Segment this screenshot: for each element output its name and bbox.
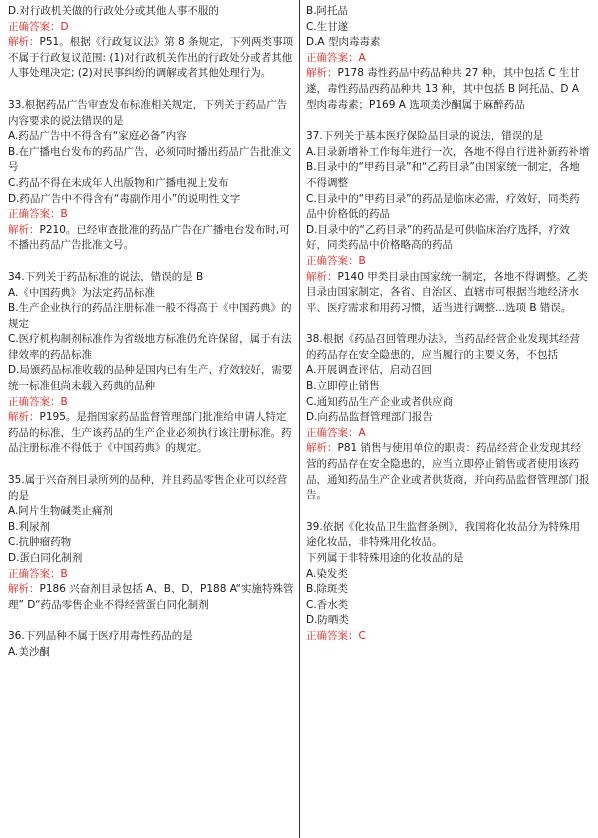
analysis [8,582,294,613]
analysis [306,270,590,317]
analysis [306,441,590,503]
right-column [306,4,590,645]
correct-answer-value: A [358,51,366,64]
correct-answer [8,395,294,411]
correct-answer-value: A [358,426,366,439]
answer-option: B.利尿剂 [8,520,51,533]
question-spacer [8,457,294,473]
question-spacer [8,254,294,270]
answer-option: D.局颁药品标准收载的品种是国内已有生产、疗效较好，需要统一标准但尚未载入药典的品种 [8,364,293,393]
question-stem: 33.根据药品广告审查发布标准相关规定，下列关于药品广告内容要求的说法错误的是 [8,98,288,127]
analysis-label: 解析： [8,36,40,49]
analysis-label: 解析： [306,67,338,80]
correct-answer-label: 正确答案： [8,395,61,408]
analysis-label: 解析： [8,223,40,236]
question-stem: 35.属于兴奋剂目录所列的品种，并且药品零售企业可以经营的是 [8,474,288,502]
correct-answer-value: B [60,567,68,580]
question-spacer [8,613,294,629]
answer-option: D.防晒类 [306,614,349,627]
answer-option: D.对行政机关做的行政处分或其他人事不服的 [8,5,219,17]
correct-answer-value: B [358,254,366,267]
answer-option: C.香水类 [306,598,349,611]
correct-answer [306,426,590,442]
correct-answer-label: 正确答案： [306,254,359,267]
left-column [8,4,294,661]
correct-answer-label: 正确答案： [306,51,359,64]
analysis-label: 解析： [306,270,338,283]
answer-option: A.美沙酮 [8,645,50,658]
analysis-label: 解析： [8,411,40,424]
correct-answer [8,20,294,36]
analysis-text: P210。已经审查批准的药品广告在广播电台发布时,可不播出药品广告批准文号。 [8,223,290,252]
question-spacer [306,504,590,520]
answer-option: C.目录中的“甲药目录”的药品是临床必需，疗效好，同类药品中价格低的药品 [306,192,580,221]
answer-option: A.开展调查评估，启动召回 [306,364,432,377]
answer-option: C.药品不得在未成年人出版物和广播电视上发布 [8,176,229,189]
correct-answer [8,207,294,223]
correct-answer [306,254,590,270]
correct-answer-value: B [60,208,68,221]
question-stem: 36.下列品种不属于医疗用毒性药品的是 [8,630,193,643]
question-stem: 37.下列关于基本医疗保险品目录的说法，错误的是 [306,130,544,143]
answer-option: C.抗肿瘤药物 [8,536,72,549]
answer-option: C.医疗机构制剂标准作为省级地方标准仍允许保留，属于有法律效率的药品标准 [8,333,292,361]
analysis-text: P140 甲类目录由国家统一制定，各地不得调整。乙类目录由国家制定，各省、自治区、直辖市可根据当地经济水平、医疗需求和用药习惯，适当进行调整...选项 B 错误。 [306,270,588,314]
correct-answer-label: 正确答案： [8,208,61,221]
analysis-text: P81 销售与使用单位的职责：药品经营企业发现其经营的药品存在安全隐患的，应当立即停止销售或者使用该药品，通知药品生产企业或者供货商，并向药品监督管理部门报告。 [306,442,590,502]
answer-option: B.在广播电台发布的药品广告，必须同时播出药品广告批准文号 [8,145,292,174]
answer-option: A.《中国药典》为法定药品标准 [8,286,155,299]
answer-option: D.目录中的“乙药目录”的药品是可供临床治疗选择，疗效好，同类药品中价格略高的药品 [306,223,570,252]
question-spacer [306,113,590,129]
question-stem: 34.下列关于药品标准的说法，错误的是 B [8,270,204,283]
answer-option: A.药品广告中不得含有“家庭必备”内容 [8,130,187,143]
analysis-text: P195。是指国家药品监督管理部门批准给申请人特定药品的标准，生产该药品的生产企业必须执行该注册标准。药品注册标准不得低于《中国药典》的规定。 [8,411,292,455]
correct-answer-label: 正确答案： [306,426,359,439]
correct-answer-value: D [60,20,69,33]
answer-option: A.目录新增补工作每年进行一次，各地不得自行进补新药补增 [306,145,590,158]
answer-option: D.向药品监督管理部门报告 [306,411,433,424]
answer-option: B.目录中的“甲药目录”和“乙药目录”由国家统一制定，各地不得调整 [306,161,580,189]
correct-answer-label: 正确答案： [306,629,359,642]
analysis-label: 解析： [8,583,40,596]
answer-option: D.A 型肉毒毒素 [306,36,381,49]
analysis-text: P186 兴奋剂目录包括 A、B、D，P188 A“实施特殊管理” D“药品零售企业不得经营蛋白同化制剂 [8,583,294,611]
question-stem: 39.依据《化妆品卫生监督条例》，我国将化妆品分为特殊用途化妆品，非特殊用化妆品。 [306,520,580,549]
correct-answer [8,567,294,583]
column-divider [299,0,300,838]
analysis [8,35,294,82]
analysis-text: P51。根据《行政复议法》第 8 条规定，下列两类事项不属于行政复议范围: (1)对行政机关作出的行政处分或者其他人事处理决定; (2)对民事纠纷的调解或者其他处理行为。 [8,36,294,80]
correct-answer-value: C [358,629,366,642]
analysis [306,66,590,113]
answer-option: B.生产企业执行的药品注册标准一般不得高于《中国药典》的规定 [8,302,292,330]
question-spacer [8,82,294,98]
answer-option: B.阿托品 [306,5,349,17]
analysis-label: 解析： [306,442,338,455]
question-spacer [306,316,590,332]
correct-answer-label: 正确答案： [8,20,61,33]
correct-answer-value: B [60,395,68,408]
correct-answer [306,51,590,67]
answer-option: B.立即停止销售 [306,380,380,393]
analysis-text: P178 毒性药品中药品种共 27 种，其中包括 C 生甘遂，毒性药品西药品种共 13 种，其中包括 B 阿托品、D A 型肉毒毒素；P169 A 选项美沙酮属于麻醉药品 [306,67,580,111]
answer-option: A.染发类 [306,567,348,580]
correct-answer [306,629,590,645]
analysis [8,223,294,254]
answer-option: D.药品广告中不得含有“毒副作用小”的说明性文字 [8,192,241,205]
answer-option: A.阿片生物碱类止痛剂 [8,505,113,518]
correct-answer-label: 正确答案： [8,567,61,580]
answer-option: B.除斑类 [306,583,349,596]
analysis [8,410,294,457]
answer-option: D.蛋白同化制剂 [8,552,83,564]
answer-option: C.生甘遂 [306,20,349,33]
question-stem: 下列属于非特殊用途的化妆品的是 [306,552,464,564]
question-stem: 38.根据《药品召回管理办法》，当药品经营企业发现其经营的药品存在安全隐患的，应当履行的主要义务，不包括 [306,333,580,361]
answer-option: C.通知药品生产企业或者供应商 [306,395,454,408]
